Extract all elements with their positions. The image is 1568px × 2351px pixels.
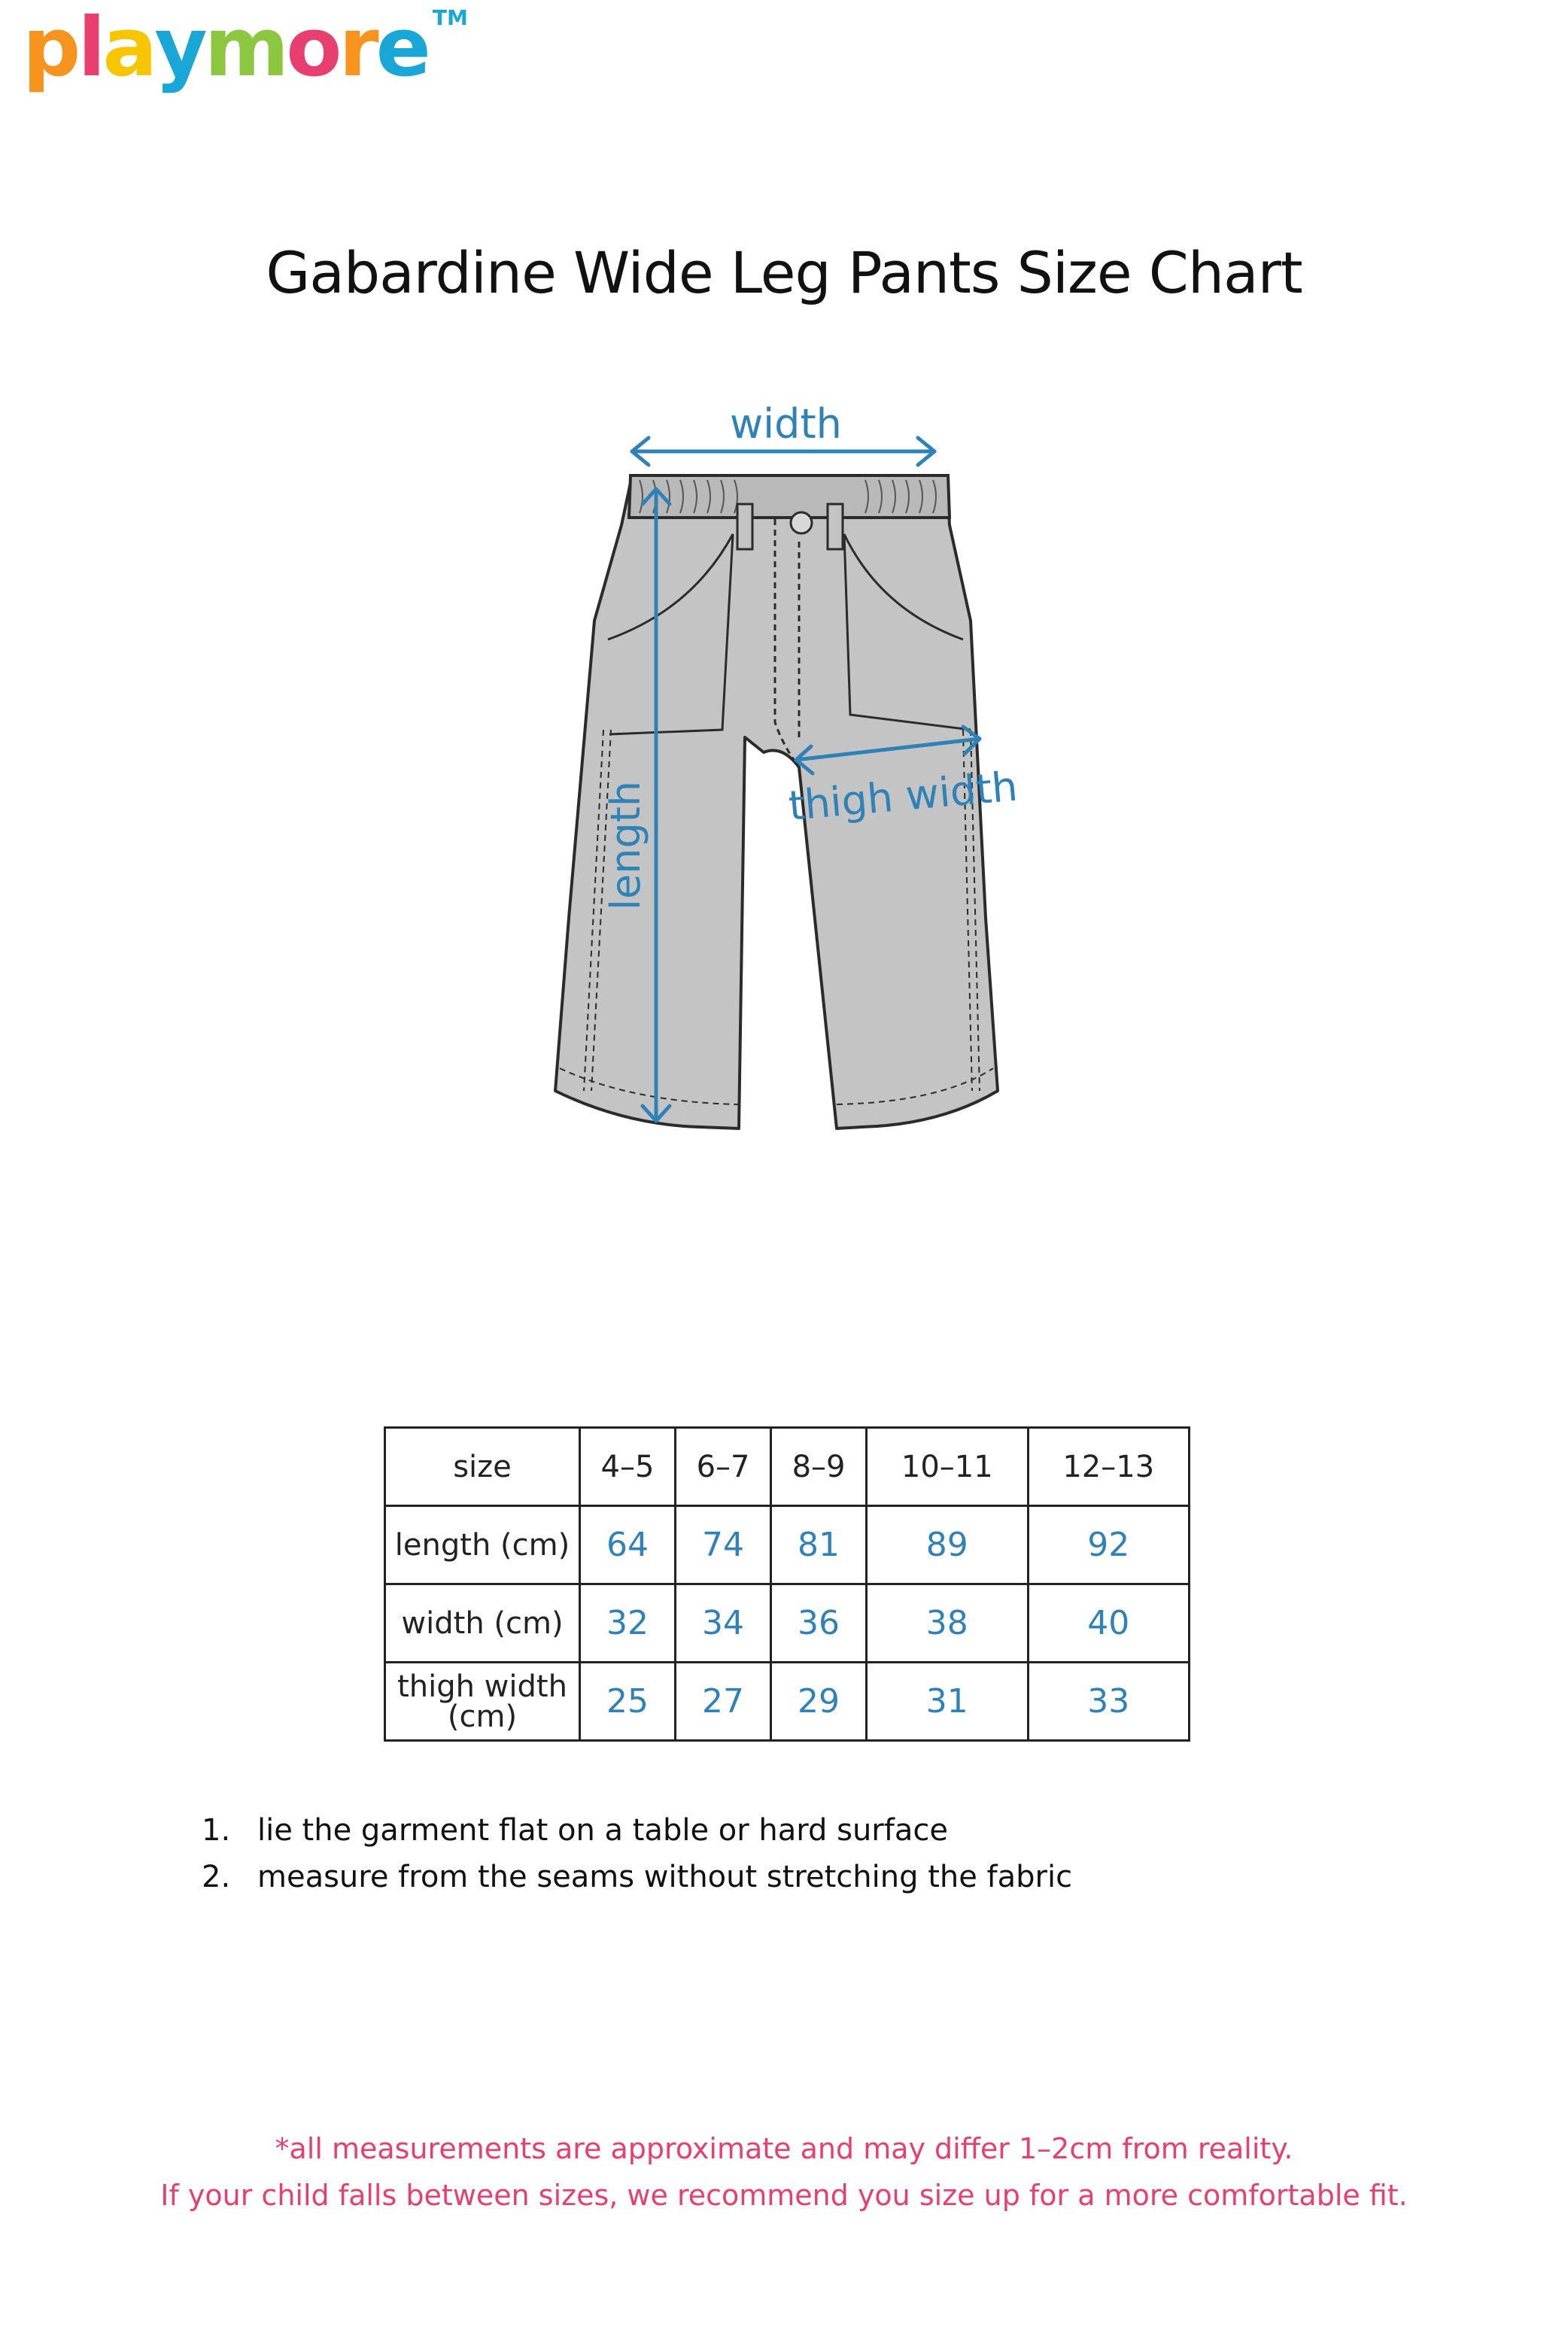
logo-letter-o: o: [286, 1, 339, 95]
instruction-text: lie the garment flat on a table or hard surface: [257, 1813, 948, 1848]
table-cell: 74: [676, 1506, 771, 1584]
page-title: Gabardine Wide Leg Pants Size Chart: [266, 239, 1302, 306]
size-4-5: 4–5: [580, 1428, 676, 1506]
logo-letter-e: e: [375, 1, 428, 95]
size-8-9: 8–9: [771, 1428, 867, 1506]
waist-button: [791, 512, 812, 533]
logo-letter-y: y: [154, 1, 205, 95]
logo-letter-p: p: [23, 1, 78, 95]
brand-logo: [23, 1, 468, 95]
pants-illustration: [519, 391, 1061, 1144]
measuring-instructions: [202, 1813, 1072, 1906]
logo-letter-l: l: [77, 1, 103, 95]
belt-loop-right: [828, 504, 843, 549]
instruction-text: measure from the seams without stretching the fabric: [257, 1860, 1073, 1894]
trademark-mark: TM: [432, 5, 468, 30]
size-10-11: 10–11: [867, 1428, 1028, 1506]
instruction-number: 1.: [202, 1813, 231, 1848]
table-cell: 27: [676, 1663, 771, 1741]
table-cell: 92: [1028, 1506, 1189, 1584]
logo-letter-r: r: [339, 1, 376, 95]
row-label-length: length (cm): [385, 1506, 580, 1584]
list-item: [202, 1860, 1072, 1906]
table-cell: 81: [771, 1506, 867, 1584]
logo-letter-m: m: [204, 1, 287, 95]
row-label-thigh-width-line2: (cm): [447, 1699, 518, 1734]
table-cell: 31: [867, 1663, 1028, 1741]
size-6-7: 6–7: [676, 1428, 771, 1506]
row-label-thigh-width-line1: thigh width: [397, 1669, 567, 1704]
table-cell: 64: [580, 1506, 676, 1584]
table-cell: 34: [676, 1584, 771, 1663]
table-row-length: [385, 1506, 1190, 1584]
table-row-width: [385, 1584, 1190, 1663]
logo-letter-a: a: [102, 1, 155, 95]
length-label: length: [602, 780, 649, 910]
row-label-width: width (cm): [385, 1584, 580, 1663]
table-cell: 32: [580, 1584, 676, 1663]
table-cell: 25: [580, 1663, 676, 1741]
belt-loop-left: [737, 504, 752, 549]
waistband: [629, 475, 950, 518]
table-cell: 33: [1028, 1663, 1189, 1741]
size-12-13: 12–13: [1028, 1428, 1189, 1506]
table-cell: 40: [1028, 1584, 1189, 1663]
header-size-label: size: [385, 1428, 580, 1506]
pants-diagram: [519, 391, 1061, 1144]
size-chart-table: [384, 1426, 1190, 1742]
disclaimer-line-1: *all measurements are approximate and may differ 1–2cm from reality.: [275, 2132, 1293, 2165]
disclaimer-line-2: If your child falls between sizes, we recommend you size up for a more comfortable fit.: [160, 2179, 1408, 2212]
table-cell: 29: [771, 1663, 867, 1741]
list-item: [202, 1813, 1072, 1860]
table-cell: 89: [867, 1506, 1028, 1584]
width-label: width: [730, 400, 842, 448]
instruction-number: 2.: [202, 1860, 231, 1894]
thigh-width-label: thigh width: [786, 762, 1020, 830]
table-header-row: [385, 1428, 1190, 1506]
table-cell: 38: [867, 1584, 1028, 1663]
table-row-thigh-width: [385, 1663, 1190, 1741]
row-label-thigh-width: [385, 1663, 580, 1741]
table-cell: 36: [771, 1584, 867, 1663]
